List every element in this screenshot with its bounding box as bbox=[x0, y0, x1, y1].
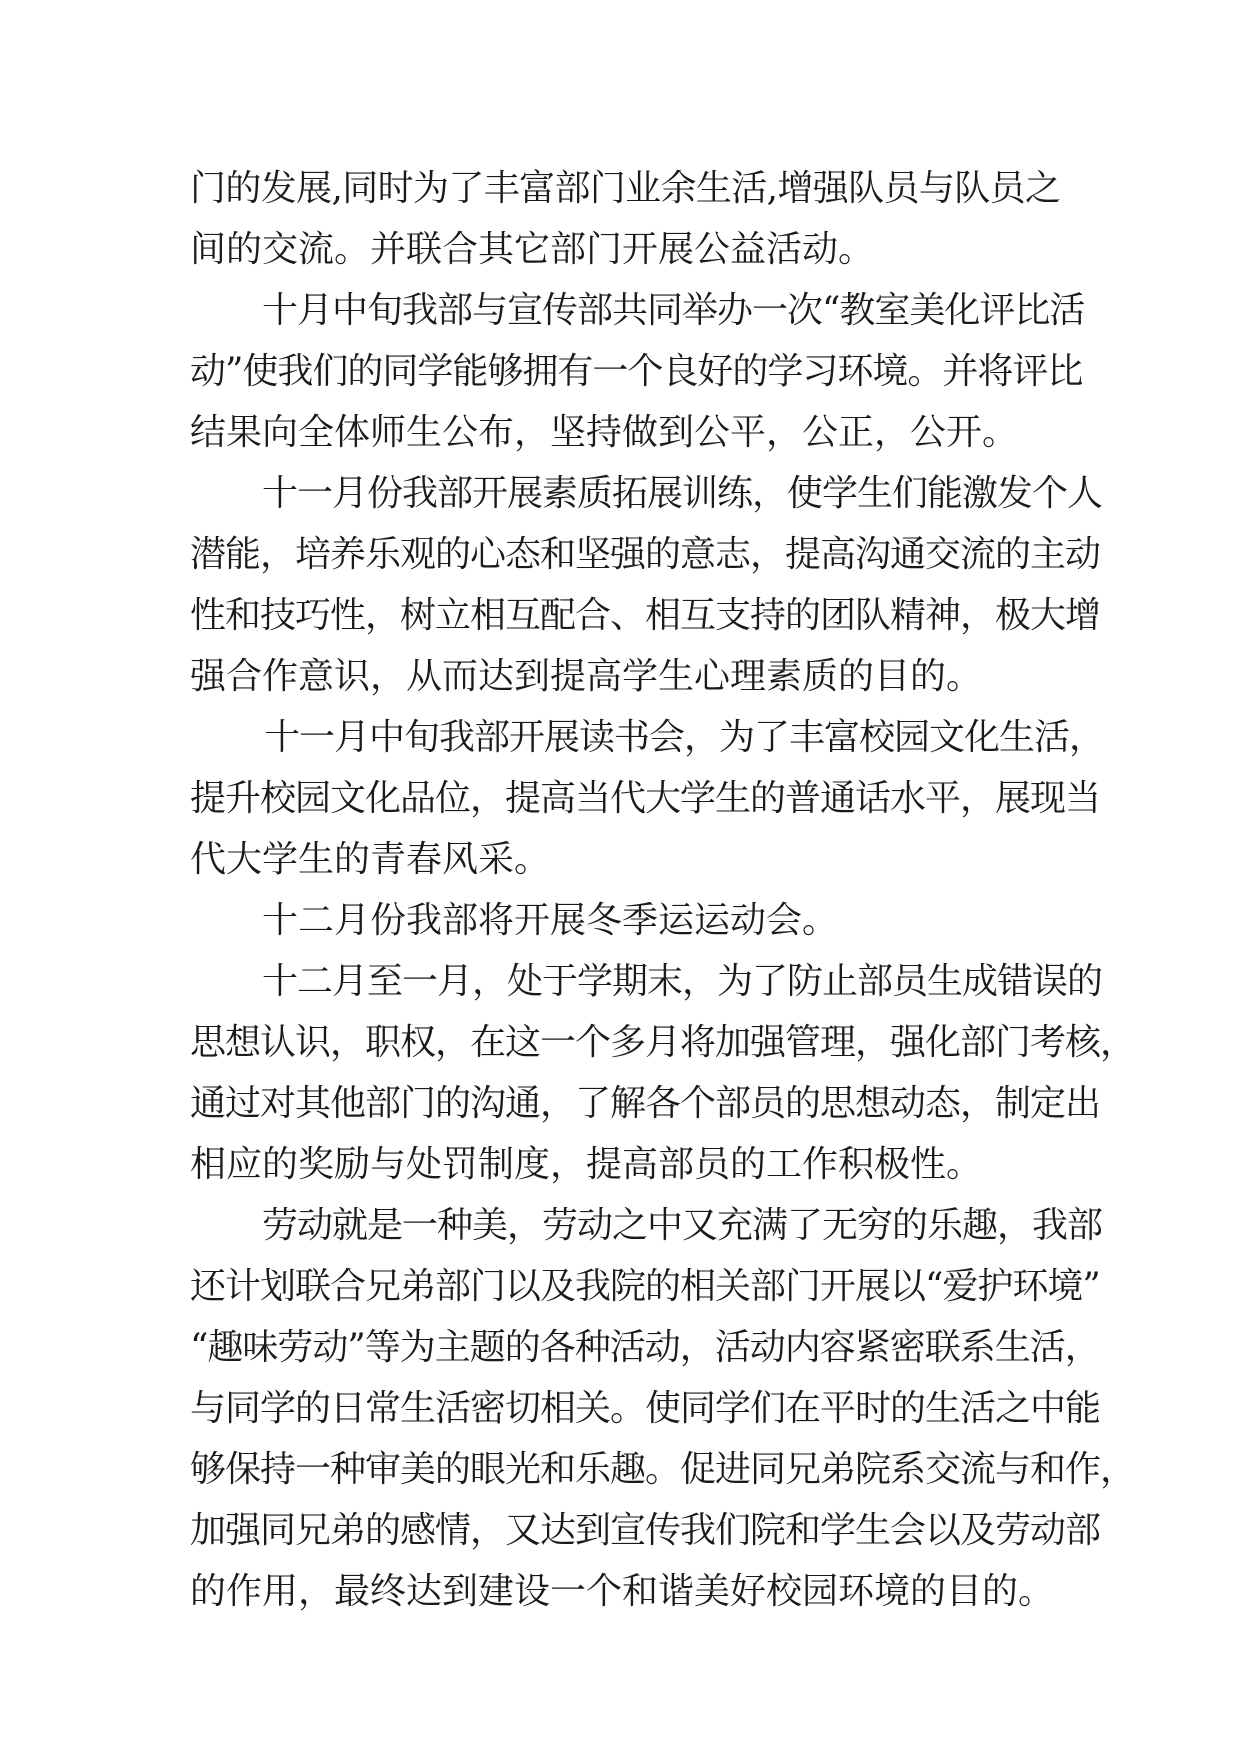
text-line: 代大学生的青春风采。 bbox=[190, 839, 551, 880]
text-line: 十月中旬我部与宣传部共同举办一次“教室美化评比活 bbox=[262, 290, 1085, 331]
text-line: 与同学的日常生活密切相关。使同学们在平时的生活之中能 bbox=[190, 1388, 1101, 1429]
text-line: 十二月至一月，处于学期末，为了防止部员生成错误的 bbox=[262, 961, 1103, 1002]
text-line: 加强同兄弟的感情，又达到宣传我们院和学生会以及劳动部 bbox=[190, 1510, 1101, 1551]
text-line: 十一月份我部开展素质拓展训练，使学生们能激发个人 bbox=[262, 473, 1103, 514]
text-line: “趣味劳动”等为主题的各种活动，活动内容紧密联系生活， bbox=[190, 1327, 1100, 1368]
text-line: 劳动就是一种美，劳动之中又充满了无穷的乐趣，我部 bbox=[262, 1205, 1103, 1246]
text-line: 结果向全体师生公布，坚持做到公平，公正，公开。 bbox=[190, 412, 1019, 453]
text-line: 还计划联合兄弟部门以及我院的相关部门开展以“爱护环境” bbox=[190, 1266, 1100, 1307]
text-line: 的作用，最终达到建设一个和谐美好校园环境的目的。 bbox=[190, 1571, 1055, 1612]
text-line: 潜能，培养乐观的心态和坚强的意志，提高沟通交流的主动 bbox=[190, 534, 1101, 575]
document-body bbox=[190, 158, 1136, 1622]
text-line: 提升校园文化品位，提高当代大学生的普通话水平，展现当 bbox=[190, 778, 1101, 819]
text-line: 思想认识，职权，在这一个多月将加强管理，强化部门考核， bbox=[190, 1022, 1136, 1063]
text-line: 性和技巧性，树立相互配合、相互支持的团队精神，极大增 bbox=[190, 595, 1101, 636]
text-line: 相应的奖励与处罚制度，提高部员的工作积极性。 bbox=[190, 1144, 983, 1185]
text-line: 强合作意识，从而达到提高学生心理素质的目的。 bbox=[190, 656, 983, 697]
text-line: 通过对其他部门的沟通，了解各个部员的思想动态，制定出 bbox=[190, 1083, 1101, 1124]
text-line: 动”使我们的同学能够拥有一个良好的学习环境。并将评比 bbox=[190, 351, 1083, 392]
text-line: 十一月中旬我部开展读书会，为了丰富校园文化生活， bbox=[264, 717, 1105, 758]
text-line: 门的发展,同时为了丰富部门业余生活,增强队员与队员之 bbox=[190, 168, 1060, 209]
text-line: 够保持一种审美的眼光和乐趣。促进同兄弟院系交流与和作， bbox=[190, 1449, 1136, 1490]
text-line: 间的交流。并联合其它部门开展公益活动。 bbox=[190, 229, 875, 270]
text-line: 十二月份我部将开展冬季运运动会。 bbox=[262, 900, 839, 941]
